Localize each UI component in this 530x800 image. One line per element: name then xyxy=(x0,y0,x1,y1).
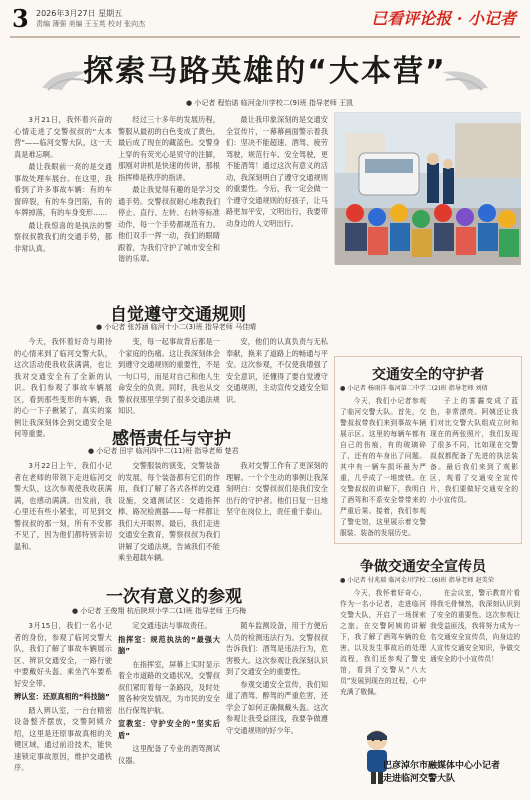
promo-text xyxy=(383,760,523,786)
paragraph: 参观交通安全宣传，我们知道了酒驾、醉驾的严重危害，还学会了如何正确佩戴头盔。这次参观让我受益匪浅，我要争做遵守交通规则的好少年。 xyxy=(226,679,328,735)
paragraph: 最让我惊喜的是执法的警察叔叔教我们的交通手势，都非常认真。 xyxy=(14,220,112,253)
promo-banner xyxy=(383,732,523,792)
section5-col1 xyxy=(340,588,426,728)
section-byline: ● 小记者 王俊翔 杭后陕坝小学二(1)班 指导老师 王巧梅 xyxy=(72,607,247,615)
paragraph: 最让我眼前一亮的是交通事故处理车展台。在这里，我看到了许多事故车辆：有的车窗碎裂，有的车身凹陷，有的车牌掉落，有的车身变形…… xyxy=(14,162,112,217)
section4-col3 xyxy=(226,620,328,796)
section-byline: ● 小记者 付兆瑞 临河金川学校二(6)班 指导老师 赵美荣 xyxy=(340,577,494,584)
paragraph: 变，每一起事故背后都是一个家庭的伤痛。这让我深刻体会到遵守交通规则的重要性，不是一句口号，而是对自己和他人生命安全的负责。同时，我也从交警叔叔那里学到了很多交通法规知识。 xyxy=(118,337,220,415)
section3-col3 xyxy=(226,460,328,572)
section-title: 感悟责任与守护 xyxy=(112,429,231,449)
section1-col1 xyxy=(14,336,112,438)
section-byline: ● 小记者 杨雨洋 临河第二中学二(2)班 指导老师 刘倩 xyxy=(340,385,488,392)
paragraph: 最让我印象深刻的是交通安全宣传片，一幕幕画面警示着我们：坚决不能超速、酒驾、疲劳驾驶，规范行车、安全驾驶，更不能酒驾！通过这次有意义的活动，我深刻明白了遵守交通规则的重要性。今后，我一定会做一个遵守交通规则的好孩子，让马路更加平安，文明出行，我要带动身边的人文明出行。 xyxy=(226,115,328,228)
paragraph: 安，他们的认真负责与无私奉献，换来了道路上的畅通与平安。这次参观，不仅使我增强了安全意识，还懂得了要自觉遵守交通规则，主动宣传交通安全知识。 xyxy=(226,337,328,404)
paragraph: 在会议室，警示教育片看得我毛骨悚然，我深刻认识到了安全的重要性。这次参观让我受益匪浅，我将努力成为一名交通安全宣传员，向身边的人宣传交通安全知识，争做交通安全的小小宣传员！ xyxy=(430,589,520,663)
page-headline: 探索马路英雄的“大本营” xyxy=(83,54,447,89)
traffic-police-photo xyxy=(334,112,520,264)
subheading: 辨认室：还原真相的“科技脑” xyxy=(14,692,110,701)
paragraph: 今天，我怀着好奇心，作为一名小记者，走进临河交警大队，开启了一场探索之旅。在交警阿姨的讲解下，我了解了酒驾车辆的危害，以及发生事故后的处理流程，我们还参观了警史馆，看到了交警从“八大员”发展到现在的过程，心中充满了敬佩。 xyxy=(340,589,426,696)
paragraph: 踏入辨认室，一台台精密设备整齐摆放，交警阿姨介绍，这里是还原事故真相的关键区域，通过前沿技术，能快速锁定事故原因，维护交通秩序。 xyxy=(14,705,112,772)
section1-col3 xyxy=(226,336,328,416)
paragraph: 经过三十多年的发展历程，警服从最初的白色变成了黄色，最后成了现在的藏蓝色。交警身上穿的有荧光心是贸守的注脚，那刚对讲机是快速的传讲，那根指挥棒是秩序的指讲。 xyxy=(118,115,220,182)
section-title: 交通安全的守护者 xyxy=(372,367,484,383)
section-title: 一次有意义的参观 xyxy=(106,587,242,607)
paragraph: 最让我觉得有趣的是学习交通手势。交警叔叔耐心地教我们停止、直行、左转、右转等标准动作，每一个手势都规范有力。他们双手一挥一动，我们的眼睛跟着，为我们守护了城市安全和谐的乐章。 xyxy=(118,185,220,263)
promo-line: 巴彦淖尔市融媒体中心小记者 xyxy=(383,761,501,771)
date-line: 2026年3月27日 星期五 xyxy=(36,9,123,18)
header-divider xyxy=(10,36,520,38)
section-byline: ● 小记者 张苏涵 临河十小二(3)班 指导老师 马佳晴 xyxy=(96,323,257,331)
section3-col1 xyxy=(14,460,112,572)
section4-col1 xyxy=(14,620,112,796)
paragraph: 定交通违法与事故责任。 xyxy=(132,621,212,630)
paragraph: 在指挥室，屏幕上实时显示着全市道路的交通状况，交警叔叔们紧盯着每一条路段，及时处置各种突发情况，为市民的安全出行保驾护航。 xyxy=(118,659,220,715)
page-number: 3 xyxy=(12,4,29,33)
wing-decoration-icon xyxy=(438,64,492,94)
paragraph: 3月21日，我怀着兴奋的心情走进了交警叔叔的“大本营”——临河交警大队，这一天真是难忘啊。 xyxy=(14,115,112,159)
headline-byline: ● 小记者 程怡诺 临河金川学校二(9)班 指导老师 王凯 xyxy=(186,99,354,107)
subheading: 指挥室：规范执法的“最强大脑” xyxy=(118,634,220,655)
section-title: 争做交通安全宣传员 xyxy=(360,559,486,575)
paragraph: 3月22日上午，我们小记者在老师的带领下走进临河交警大队，这次参观使我收获满满，也感动满满。出发前，我心里还有些小紧张，可见到交警叔叔的那一刻，所有不安都不见了，因为他们都特别亲切温和。 xyxy=(14,461,112,551)
section-byline: ● 小记者 田宇 临河四中二(11)班 指导老师 楚君 xyxy=(88,447,239,455)
section4-col2 xyxy=(118,620,220,796)
main-article-col2 xyxy=(118,114,220,292)
paragraph: 交警服装的演变，交警装备的发展，每个装备都有它们的作用，我们了解了各式各样的交通设施，交通测试区：交通指挥棒、路况检测器——每一样都让我们大开眼界。最后，我们走进交通安全教育，警察叔叔为我们讲解了交通法规，告诫我们不能乘坐超载车辆。 xyxy=(118,461,220,562)
paragraph: 这里配备了专业的酒驾测试仪器。 xyxy=(118,744,220,765)
main-article-col1 xyxy=(14,114,112,292)
paragraph: 我对交警工作有了更深刻的理解。一个个生动的事例让我深刻明白：交警叔叔们是我们安全出行的守护者。他们日复一日地坚守在岗位上，责任重于泰山。 xyxy=(226,461,328,516)
photo-illustration xyxy=(335,113,521,265)
paragraph: 今天，我们小记者参观了临河交警大队。首先，交警叔叔带我们来到事故车辆展示区。这里的每辆车都有自己的伤痕，有的玻璃碎了，还有的车身出了问题。其中有一辆车损坏最为严重，几乎成了一堆废铁。在交警叔叔的讲解下，我明白了酒驾和不系安全带带来的严重后果。接着，我们参观了警史馆，这里展示着交警服装、装备的发展历史。 xyxy=(340,397,426,537)
subheading: 宣教室：守护安全的“坚实后盾” xyxy=(118,719,220,740)
section2-col2 xyxy=(430,396,518,540)
paragraph: 随车监测设备，用于方便后人员的检测违法行为。交警叔叔告诉我们：酒驾是违法行为，危害极大。这次参观让我深刻认识到了交通安全的重要性。 xyxy=(226,621,328,676)
paragraph: 3月15日，我们一名小记者的身份，参观了临河交警大队，我们了解了事故车辆展示区、辨识交通安全，一路行驶中要戴好头盔、乘坐汽车要系好安全带。 xyxy=(14,621,112,688)
main-article-col3 xyxy=(226,114,328,292)
editor-line: 责编 薄强 美编 王玉英 校对 张向杰 xyxy=(36,20,146,28)
paragraph: 子上的雾霾变成了蓝色，非常漂亮。阿姨还让我们对比交警大队组成立时和现在的两张照片，我们发现了很多不同，比如现在交警叔叔都配备了先进的执法装备。最后我们来到了观影区，观看了交通安全宣传片，我们要做好交通安全的小小宣传员。 xyxy=(430,397,518,504)
brand-logo: 已看评论报 · 小记者 xyxy=(371,9,516,28)
section2-col1 xyxy=(340,396,426,540)
paragraph: 今天，我怀着好奇与期待的心情来到了临河交警大队，这次活动使我收获满满，也让我对交通安全有了全新的认识。我们参观了事故车辆展区，看到那些变形的车辆，我的心一下子揪紧了，真实的案例让我深刻体会到交通安全是何等重要。 xyxy=(14,337,112,438)
section1-col2 xyxy=(118,336,220,416)
section3-col2 xyxy=(118,460,220,572)
masthead xyxy=(0,0,530,38)
section-title: 自觉遵守交通规则 xyxy=(110,305,246,325)
section5-col2 xyxy=(430,588,520,728)
promo-line: 走进临河交警大队 xyxy=(383,774,456,784)
